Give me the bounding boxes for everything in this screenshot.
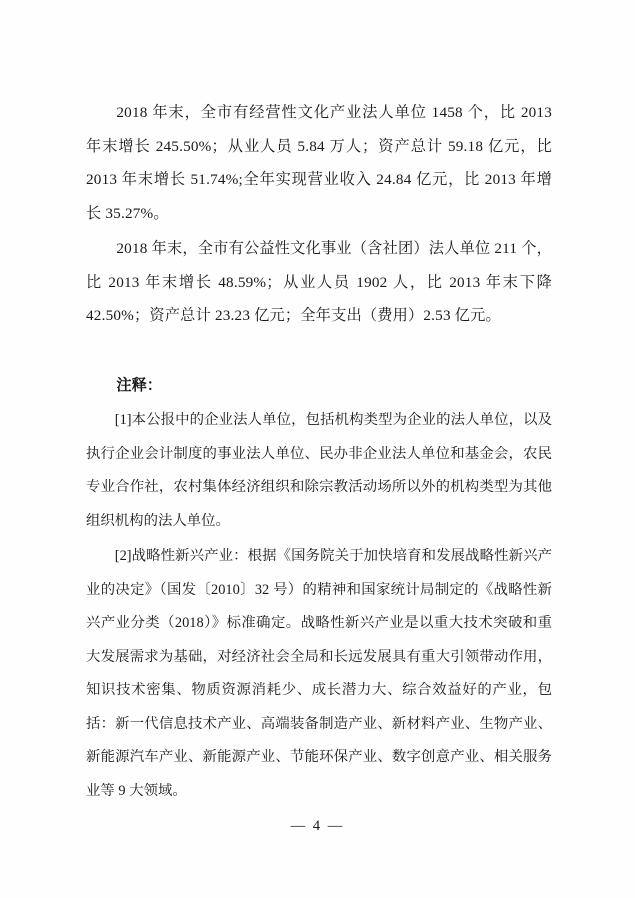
document-body — [86, 96, 552, 810]
paragraph-2: 2018 年末，全市有公益性文化事业（含社团）法人单位 211 个，比 2013 年末增长 48.59%；从业人员 1902 人，比 2013 年末下降 42.50%；资产总计 23.23 亿元；全年支出（费用）2.53 亿元。 — [86, 240, 552, 324]
notes-heading: 注释： — [116, 376, 162, 394]
note-item-2: [2]战略性新兴产业：根据《国务院关于加快培育和发展战略性新兴产业的决定》（国发〔2010〕32 号）的精神和国家统计局制定的《战略性新兴产业分类（2018）》标准确定。战略性新兴产业是以重大技术突破和重大发展需求为基础，对经济社会全局和长远发展具有重大引领带动作用，知识技术密集、物质资源消耗少、成长潜力大、综合效益好的产业，包括：新一代信息技术产业、高端装备制造产业、新材料产业、生物产业、新能源汽车产业、新能源产业、节能环保产业、数字创意产业、相关服务业等 9 大领域。 — [86, 548, 552, 799]
note-item-1: [1]本公报中的企业法人单位，包括机构类型为企业的法人单位，以及执行企业会计制度的事业法人单位、民办非企业法人单位和基金会，农民专业合作社，农村集体经济组织和除宗教活动场所以外的机构类型为其他组织机构的法人单位。 — [86, 412, 552, 529]
paragraph-1: 2018 年末，全市有经营性文化产业法人单位 1458 个，比 2013 年末增长 245.50%；从业人员 5.84 万人；资产总计 59.18 亿元，比 2013 年末增长 51.74%;全年实现营业收入 24.84 亿元，比 2013 年增长 35.27%。 — [86, 104, 552, 222]
page-number: — 4 — — [290, 818, 345, 834]
